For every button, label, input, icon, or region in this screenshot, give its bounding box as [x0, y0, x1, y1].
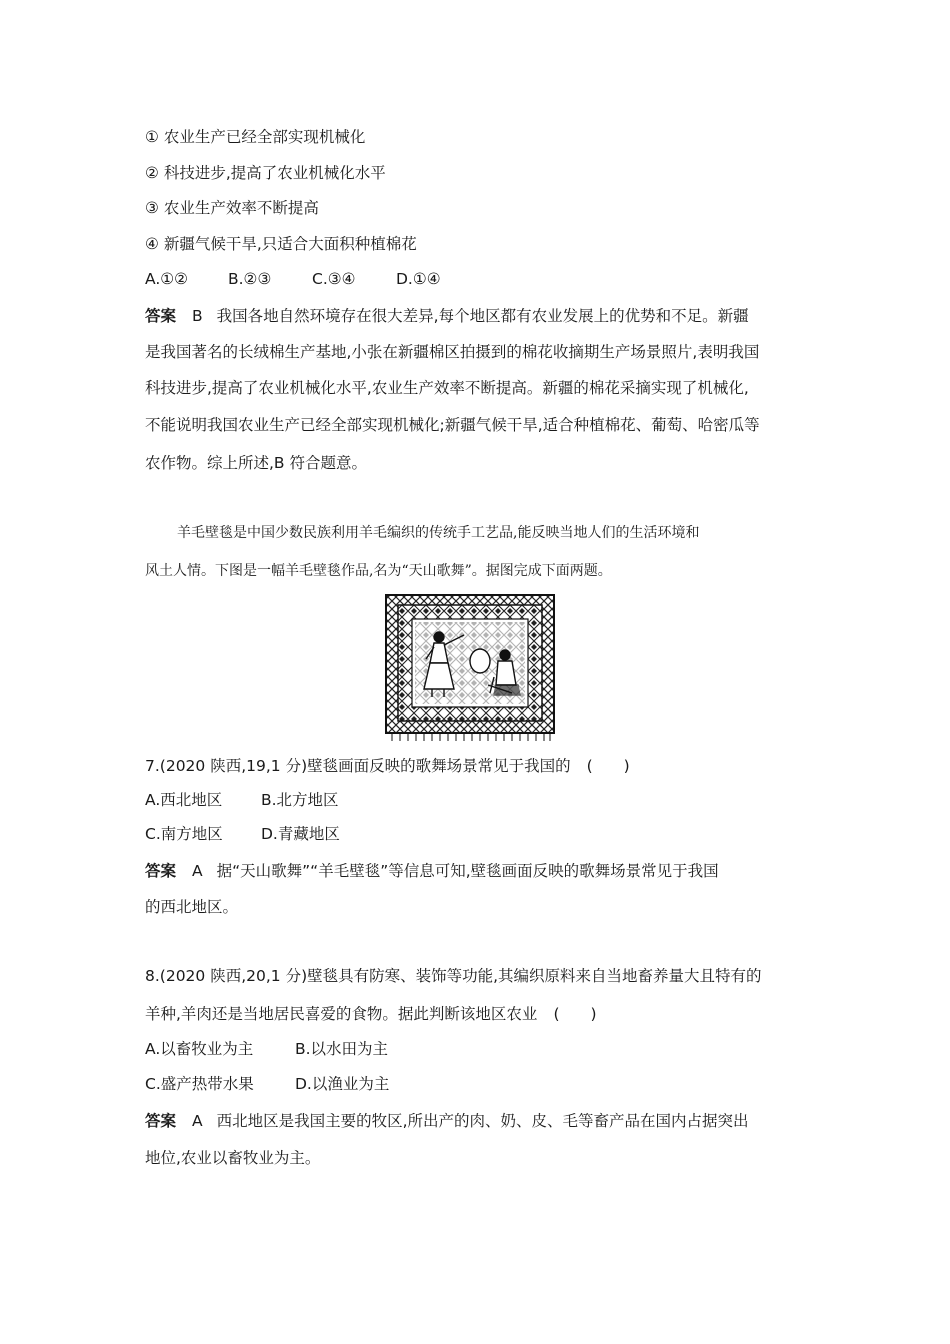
q8-choice-c: C.盛产热带水果	[145, 1075, 254, 1093]
q7-explain-2: 的西北地区。	[145, 898, 239, 916]
q6-answer-line-1	[145, 305, 749, 327]
answer-letter: A	[192, 1112, 203, 1130]
q7-choices-row-1	[145, 789, 339, 811]
q8-answer-line-1	[145, 1110, 749, 1132]
intro-line-1: 羊毛壁毯是中国少数民族利用羊毛编织的传统手工艺品,能反映当地人们的生活环境和	[177, 525, 700, 541]
q8-stem-text: 羊种,羊肉还是当地居民喜爱的食物。据此判断该地区农业	[145, 1005, 538, 1023]
q6-explain-3: 科技进步,提高了农业机械化水平,农业生产效率不断提高。新疆的棉花采摘实现了机械化,	[145, 379, 749, 397]
q6-option-4: ④ 新疆气候干旱,只适合大面积种植棉花	[145, 235, 417, 253]
q6-option-2: ② 科技进步,提高了农业机械化水平	[145, 164, 386, 182]
q6-choice-d: D.①④	[396, 270, 441, 288]
q7-choice-a: A.西北地区	[145, 791, 223, 809]
q7-choice-b: B.北方地区	[261, 791, 339, 809]
q6-explain-1: 我国各地自然环境存在很大差异,每个地区都有农业发展上的优势和不足。新疆	[216, 307, 749, 325]
q6-choice-b: B.②③	[228, 270, 272, 288]
q8-explain-1: 西北地区是我国主要的牧区,所出产的肉、奶、皮、毛等畜产品在国内占据突出	[216, 1112, 749, 1130]
q7-answer-line-1	[145, 860, 719, 882]
intro-line-2: 风土人情。下图是一幅羊毛壁毯作品,名为“天山歌舞”。据图完成下面两题。	[145, 563, 612, 579]
answer-label: 答案	[145, 307, 177, 325]
q8-choice-a: A.以畜牧业为主	[145, 1040, 254, 1058]
answer-label: 答案	[145, 862, 177, 880]
q6-explain-5: 农作物。综上所述,B 符合题意。	[145, 454, 367, 472]
q7-choices-row-2	[145, 823, 340, 845]
q6-explain-4: 不能说明我国农业生产已经全部实现机械化;新疆气候干旱,适合种植棉花、葡萄、哈密瓜等	[145, 416, 760, 434]
q8-choice-d: D.以渔业为主	[295, 1075, 390, 1093]
q8-choices-row-1	[145, 1038, 388, 1060]
q7-choice-c: C.南方地区	[145, 825, 223, 843]
answer-letter: B	[192, 307, 203, 325]
q8-stem-line-1: 8.(2020 陕西,20,1 分)壁毯具有防寒、装饰等功能,其编织原料来自当地畜养量大且特有的	[145, 967, 762, 985]
q6-choices	[145, 268, 441, 290]
q6-option-3: ③ 农业生产效率不断提高	[145, 199, 319, 217]
q8-choices-row-2	[145, 1073, 389, 1095]
q6-explain-2: 是我国著名的长绒棉生产基地,小张在新疆棉区拍摄到的棉花收摘期生产场景照片,表明我国	[145, 343, 760, 361]
q8-answer-paren: ( )	[553, 1005, 597, 1023]
q8-stem-line-2	[145, 1003, 597, 1025]
q6-choice-c: C.③④	[312, 270, 356, 288]
q7-stem	[145, 755, 630, 777]
q6-choice-a: A.①②	[145, 270, 189, 288]
q6-option-1: ① 农业生产已经全部实现机械化	[145, 128, 366, 146]
q7-explain-1: 据“天山歌舞”“羊毛壁毯”等信息可知,壁毯画面反映的歌舞场景常见于我国	[216, 862, 719, 880]
answer-letter: A	[192, 862, 203, 880]
answer-label: 答案	[145, 1112, 177, 1130]
q8-choice-b: B.以水田为主	[295, 1040, 389, 1058]
tapestry-image	[384, 593, 556, 743]
q7-answer-paren: ( )	[586, 757, 630, 775]
q7-choice-d: D.青藏地区	[261, 825, 340, 843]
q7-stem-text: 7.(2020 陕西,19,1 分)壁毯画面反映的歌舞场景常见于我国的	[145, 757, 571, 775]
q8-explain-2: 地位,农业以畜牧业为主。	[145, 1149, 321, 1167]
